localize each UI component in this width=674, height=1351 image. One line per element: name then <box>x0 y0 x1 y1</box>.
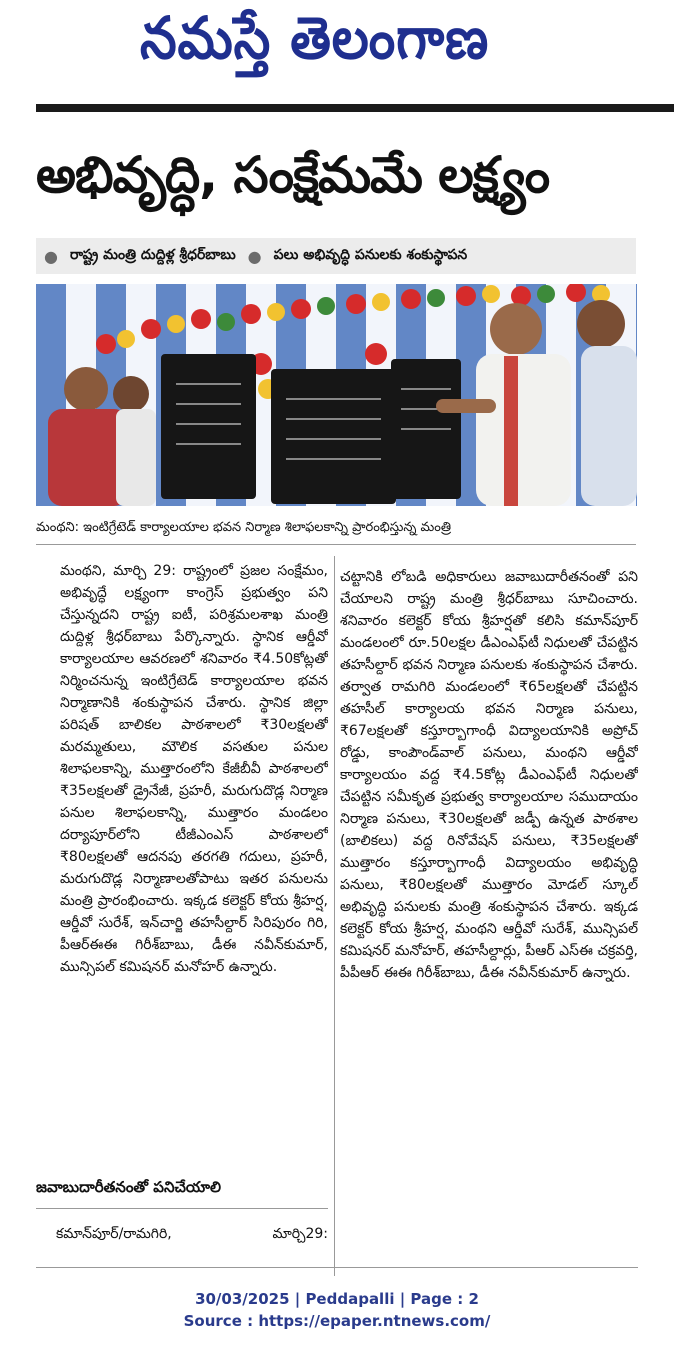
footer-edition-info: 30/03/2025 | Peddapalli | Page : 2 <box>195 1290 479 1308</box>
subheading-2: పలు అభివృద్ధి పనులకు శంకుస్థాపన <box>273 246 468 263</box>
headline: అభివృద్ధి, సంక్షేమమే లక్ష్యం <box>36 146 550 204</box>
news-photo <box>36 284 637 506</box>
sub-section-rule <box>36 1208 328 1209</box>
article-body-left: మంథని, మార్చి 29: రాష్ట్రంలో ప్రజల సంక్షేమం, అభివృద్ధే లక్ష్యంగా కాంగ్రెస్ ప్రభుత్వం పని చేస్తున్నదని రాష్ట్ర ఐటీ, పరిశ్రమలశాఖ మంత్రి దుద్దిళ్ల శ్రీధర్‌బాబు పేర్కొన్నారు. స్థానిక ఆర్డీవో కార్యాలయాల ఆవరణలో శనివారం ₹4.50కోట్లతో నిర్మించనున్న ఇంటిగ్రేటెడ్ కార్యాలయాల భవన నిర్మాణానికి శంకుస్థాపన చేశారు. స్థానిక జిల్లా పరిషత్ బాలికల పాఠశాలలో ₹30లక్షలతో మరమ్మతులు, మౌలిక వసతుల పనుల శిలాఫలకాన్ని, ముత్తారంలోని కేజీబీవీ పాఠశాలలో ₹35లక్షలతో డ్రైనేజీ, ప్రహరీ, మరుగుదొడ్ల నిర్మాణ పనుల శిలాఫలకాన్ని, ముత్తారం మండలం దర్యాపూర్‌లోని టీజీఎంఎస్ పాఠశాలలో ₹80లక్షలతో ఆదనపు తరగతి గదులు, ప్రహరీ, మరుగుదొడ్ల నిర్మాణాలతోపాటు ఇతర పనులను మంత్రి ప్రారంభించారు. ఇక్కడ కలెక్టర్ కోయ శ్రీహర్ష, ఆర్డీవో సురేశ్, ఇన్‌చార్జి తహసీల్దార్ సిరిపురం గిరి, పీఆర్‌ఈఈ గిరీశ్‌బాబు, డీఈ నవీన్‌కుమార్, మున్సిపల్ కమిషనర్ మనోహర్ ఉన్నారు. <box>60 563 328 975</box>
bottom-rule <box>36 1267 638 1268</box>
subheading-1: రాష్ట్ర మంత్రి దుద్దిళ్ల శ్రీధర్‌బాబు <box>69 246 236 263</box>
dateline-date: మార్చి29: <box>272 1226 328 1242</box>
bullet-icon: ● <box>247 246 262 266</box>
column-divider <box>334 556 335 1276</box>
masthead <box>0 0 674 100</box>
masthead-rule <box>36 104 674 112</box>
dateline-place: కమాన్‌పూర్/రామగిరి, <box>56 1226 172 1242</box>
sub-section-dateline <box>56 1226 328 1245</box>
newspaper-logo: నమస్తే తెలంగాణ <box>140 4 490 72</box>
footer-source: Source : https://epaper.ntnews.com/ <box>183 1312 491 1330</box>
photo-caption: మంథని: ఇంటిగ్రేటెడ్ కార్యాలయాల భవన నిర్మాణ శిలాఫలకాన్ని ప్రారంభిస్తున్న మంత్రి <box>36 514 636 545</box>
subheading-bar <box>36 238 636 274</box>
bullet-icon: ● <box>44 246 58 266</box>
sub-section-heading: జవాబుదారీతనంతో పనిచేయాలి <box>36 1178 221 1196</box>
article-body-right: చట్టానికి లోబడి అధికారులు జవాబుదారీతనంతో పని చేయాలని రాష్ట్ర మంత్రి శ్రీధర్‌బాబు సూచించారు. శనివారం కలెక్టర్ కోయ శ్రీహర్షతో కలిసి కమాన్‌పూర్ మండలంలో రూ.50లక్షల డీఎంఎఫ్‌టీ నిధులతో చేపట్టిన తహసీల్దార్ భవన నిర్మాణ పనులకు శంకుస్థాపన చేశారు. తర్వాత రామగిరి మండలంలో ₹65లక్షలతో చేపట్టిన తహసీల్ కార్యాలయ భవన నిర్మాణ పనులు, ₹67లక్షలతో కస్తూర్బాగాంధీ విద్యాలయానికి అప్రోచ్ రోడ్డు, కాంపౌండ్‌వాల్ పనులు, మంథని ఆర్డీవో కార్యాలయం వద్ద ₹4.5కోట్ల డీఎంఎఫ్‌టీ నిధులతో చేపట్టిన సమీకృత ప్రభుత్వ కార్యాలయాల సముదాయం నిర్మాణ పనులు, ₹30లక్షలతో జడ్పీ ఉన్నత పాఠశాల (బాలికలు) వద్ద రినోవేషన్ పనులు, ₹35లక్షలతో ముత్తారం కస్తూర్బాగాంధీ విద్యాలయం అభివృద్ధి పనులు, ₹80లక్షలతో ముత్తారం మోడల్ స్కూల్ అభివృద్ధి పనులకు మంత్రి శంకుస్థాపన చేశారు. ఇక్కడ కలెక్టర్ కోయ శ్రీహర్ష, మంథని ఆర్డీవో సురేశ్, మున్సిపల్ కమిషనర్ మనోహర్, తహసీల్దార్లు, పీఆర్ ఎస్‌ఈ చక్రవర్తి, పీపీఆర్ ఈఈ గిరీశ్‌బాబు, డీఈ నవీన్‌కుమార్ ఉన్నారు. <box>340 569 638 981</box>
